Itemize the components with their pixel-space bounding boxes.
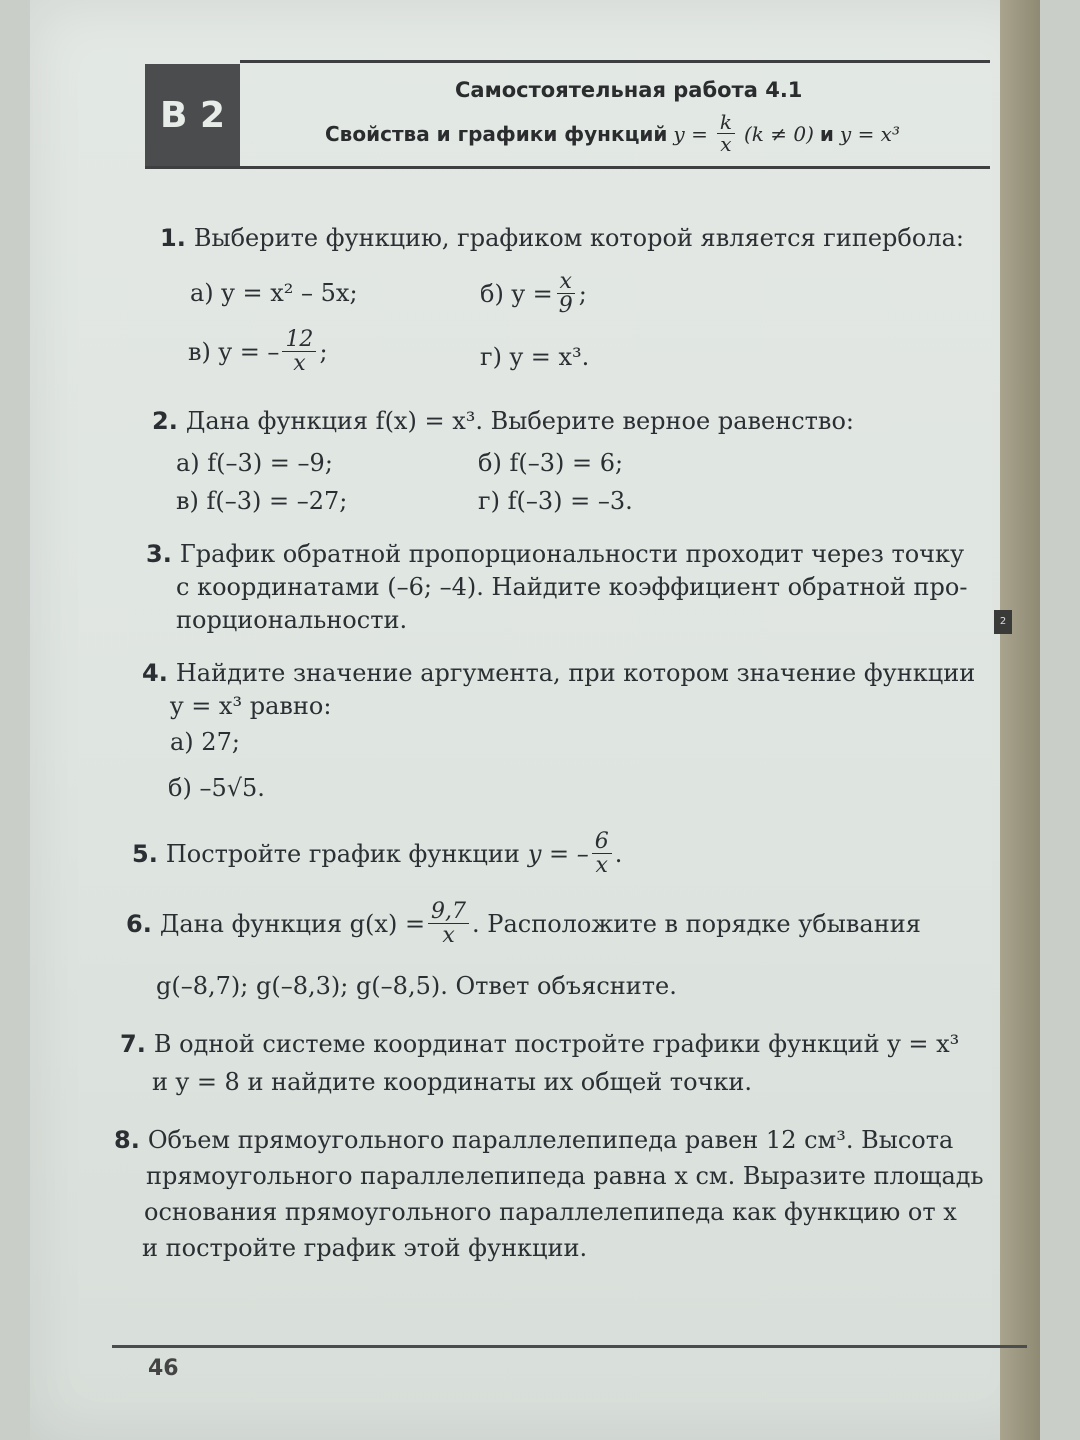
- task-number: 4.: [142, 659, 168, 687]
- task-7: [120, 1028, 959, 1060]
- fraction-numerator: 12: [282, 328, 316, 352]
- header-rule-top: [240, 60, 990, 63]
- header: [145, 60, 990, 172]
- task-number: 6.: [126, 909, 152, 938]
- task-number: 5.: [132, 839, 158, 868]
- formula-right: y = x³: [839, 121, 900, 146]
- task-3: [146, 538, 964, 570]
- fraction-denominator: x: [442, 923, 455, 949]
- task-4: [142, 657, 975, 689]
- formula-and: и: [819, 121, 834, 146]
- task-line-1: В одной системе координат постройте графики функций y = x³: [153, 1030, 960, 1058]
- task-2-option-g: г) f(–3) = –3.: [478, 487, 633, 515]
- option-v-fraction: [282, 328, 316, 375]
- task-line-1: График обратной пропорциональности проходит через точку: [179, 540, 965, 568]
- task-3-line-2: с координатами (–6; –4). Найдите коэффициент обратной про-: [176, 573, 968, 601]
- task-1-option-g: г) y = x³.: [480, 343, 590, 371]
- task-8-line-3: основания прямоугольного параллелепипеда как функцию от x: [144, 1198, 957, 1226]
- book-page: [30, 0, 1040, 1440]
- task-text: Выберите функцию, графиком которой является гипербола:: [193, 224, 964, 252]
- task-3-line-3: порциональности.: [176, 606, 408, 634]
- task-5-fraction: [592, 830, 612, 877]
- fraction-denominator: x: [293, 351, 306, 377]
- task-2: [152, 405, 854, 437]
- task-6-line-2: g(–8,7); g(–8,3); g(–8,5). Ответ объясните.: [156, 972, 677, 1000]
- fraction-numerator: k: [717, 112, 735, 134]
- option-b-prefix: б) y =: [480, 279, 553, 308]
- option-b-suffix: ;: [578, 279, 587, 308]
- fraction-denominator: x: [720, 132, 732, 156]
- task-text: Дана функция f(x) = x³. Выберите верное равенство:: [185, 407, 854, 435]
- task-7-line-2: и y = 8 и найдите координаты их общей точки.: [152, 1068, 753, 1096]
- fraction-denominator: 9: [558, 293, 573, 319]
- task-number: 2.: [152, 407, 178, 435]
- option-v-prefix: в) y = –: [188, 337, 280, 366]
- task-1: [160, 222, 964, 254]
- page-edge: [1000, 0, 1040, 1440]
- page-title: Самостоятельная работа 4.1: [455, 78, 803, 102]
- task-8-line-2: прямоугольного параллелепипеда равна x см. Выразите площадь: [146, 1162, 984, 1190]
- task-1-option-v: [188, 328, 328, 375]
- task-5-formula-prefix: y = –: [527, 839, 589, 868]
- subtitle-text: Свойства и графики функций: [325, 121, 668, 146]
- task-2-option-b: б) f(–3) = 6;: [478, 449, 624, 477]
- formula-fraction: [717, 112, 735, 155]
- task-2-option-v: в) f(–3) = –27;: [176, 487, 348, 515]
- task-4-option-a: а) 27;: [170, 728, 240, 756]
- variant-badge: В 2: [145, 64, 240, 166]
- task-2-option-a: а) f(–3) = –9;: [176, 449, 333, 477]
- task-number: 3.: [146, 540, 172, 568]
- fraction-numerator: x: [557, 270, 575, 294]
- task-number: 8.: [114, 1126, 140, 1154]
- page-number: 46: [148, 1356, 179, 1381]
- task-line-1: Объем прямоугольного параллелепипеда равен 12 см³. Высота: [147, 1126, 954, 1154]
- task-text: Постройте график функции: [165, 839, 520, 868]
- fraction-numerator: 9,7: [428, 900, 469, 924]
- task-8-line-4: и постройте график этой функции.: [142, 1234, 588, 1262]
- formula-left: y =: [673, 121, 708, 146]
- header-rule-bottom: [145, 166, 990, 169]
- edge-tab: 2: [994, 610, 1012, 634]
- task-4-line-2: y = x³ равно:: [170, 692, 332, 720]
- task-8: [114, 1124, 953, 1156]
- fraction-denominator: x: [595, 853, 608, 879]
- footer-rule: [112, 1345, 1027, 1348]
- page-subtitle: [325, 112, 900, 155]
- task-text-prefix: Дана функция g(x) =: [159, 909, 426, 938]
- task-line-1: Найдите значение аргумента, при котором значение функции: [175, 659, 976, 687]
- fraction-numerator: 6: [592, 830, 612, 854]
- formula-condition: (k ≠ 0): [743, 121, 814, 146]
- task-number: 7.: [120, 1030, 146, 1058]
- task-text-suffix: . Расположите в порядке убывания: [472, 909, 921, 938]
- option-v-suffix: ;: [319, 337, 328, 366]
- task-1-option-a: а) y = x² – 5x;: [190, 279, 358, 307]
- task-5-suffix: .: [614, 839, 623, 868]
- task-6-fraction: [428, 900, 469, 947]
- task-6: [126, 900, 921, 947]
- task-4-option-b: б) –5√5.: [168, 774, 265, 802]
- task-5: [132, 830, 622, 877]
- task-1-option-b: [480, 270, 587, 317]
- task-number: 1.: [160, 224, 186, 252]
- option-b-fraction: [556, 270, 576, 317]
